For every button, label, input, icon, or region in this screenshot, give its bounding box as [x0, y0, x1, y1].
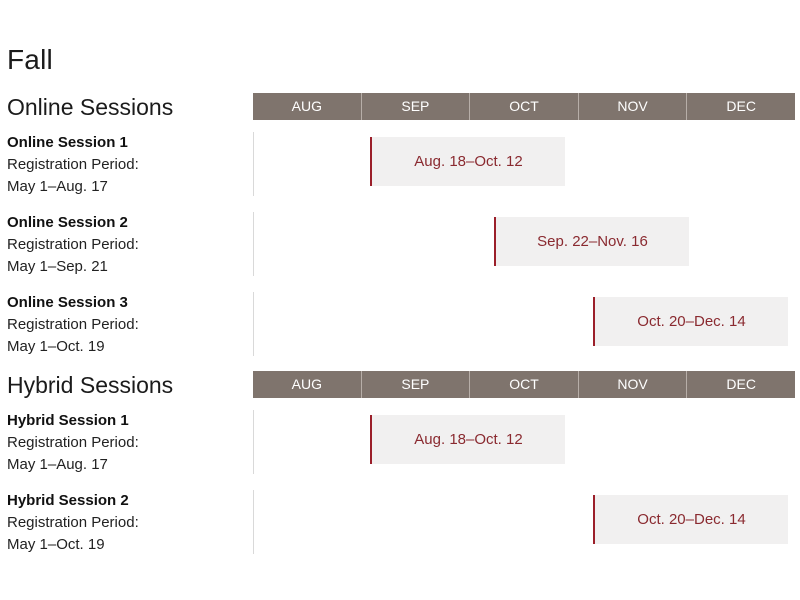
month-label-aug: AUG	[291, 376, 322, 392]
session-bar	[593, 495, 788, 544]
month-label-oct: OCT	[469, 371, 578, 398]
session-name: Online Session 1	[7, 134, 128, 151]
month-label-nov: NOV	[578, 371, 687, 398]
registration-period: May 1–Aug. 17	[7, 178, 108, 195]
section-title: Hybrid Sessions	[7, 372, 174, 398]
registration-label: Registration Period:	[7, 236, 139, 253]
registration-period: May 1–Oct. 19	[7, 338, 105, 355]
registration-label: Registration Period:	[7, 156, 139, 173]
session-row	[0, 124, 800, 204]
session-row	[0, 402, 800, 482]
session-date-range: Aug. 18–Oct. 12	[414, 431, 523, 448]
month-label-sep: SEP	[361, 371, 470, 398]
session-label	[7, 490, 139, 556]
session-name: Online Session 3	[7, 294, 128, 311]
registration-period: May 1–Aug. 17	[7, 456, 108, 473]
schedule-section	[0, 92, 800, 364]
page-title: Fall	[7, 44, 53, 75]
registration-label: Registration Period:	[7, 514, 139, 531]
session-row	[0, 482, 800, 562]
month-label-dec: DEC	[686, 93, 795, 120]
session-label	[7, 410, 139, 476]
session-label	[7, 132, 139, 198]
session-bar	[370, 137, 565, 186]
session-date-range: Oct. 20–Dec. 14	[637, 313, 746, 330]
month-label-dec: DEC	[686, 371, 795, 398]
row-axis-line	[253, 212, 254, 276]
section-title: Online Sessions	[7, 94, 174, 120]
section-header	[0, 370, 800, 402]
registration-label: Registration Period:	[7, 434, 139, 451]
registration-label: Registration Period:	[7, 316, 139, 333]
session-bar	[370, 415, 565, 464]
month-label-aug: AUG	[291, 98, 322, 114]
session-name: Online Session 2	[7, 214, 128, 231]
session-date-range: Sep. 22–Nov. 16	[537, 233, 648, 250]
session-row	[0, 204, 800, 284]
session-date-range: Aug. 18–Oct. 12	[414, 153, 523, 170]
schedule-section	[0, 370, 800, 562]
session-name: Hybrid Session 1	[7, 412, 129, 429]
session-label	[7, 212, 139, 278]
month-label-oct: OCT	[469, 93, 578, 120]
session-date-range: Oct. 20–Dec. 14	[637, 511, 746, 528]
row-axis-line	[253, 132, 254, 196]
session-label	[7, 292, 139, 358]
row-axis-line	[253, 410, 254, 474]
session-name: Hybrid Session 2	[7, 492, 129, 509]
row-axis-line	[253, 490, 254, 554]
session-bar	[494, 217, 689, 266]
section-header	[0, 92, 800, 124]
month-axis	[253, 371, 795, 398]
row-axis-line	[253, 292, 254, 356]
registration-period: May 1–Oct. 19	[7, 536, 105, 553]
registration-period: May 1–Sep. 21	[7, 258, 108, 275]
session-bar	[593, 297, 788, 346]
month-label-sep: SEP	[361, 93, 470, 120]
month-label-nov: NOV	[578, 93, 687, 120]
session-row	[0, 284, 800, 364]
month-axis	[253, 93, 795, 120]
